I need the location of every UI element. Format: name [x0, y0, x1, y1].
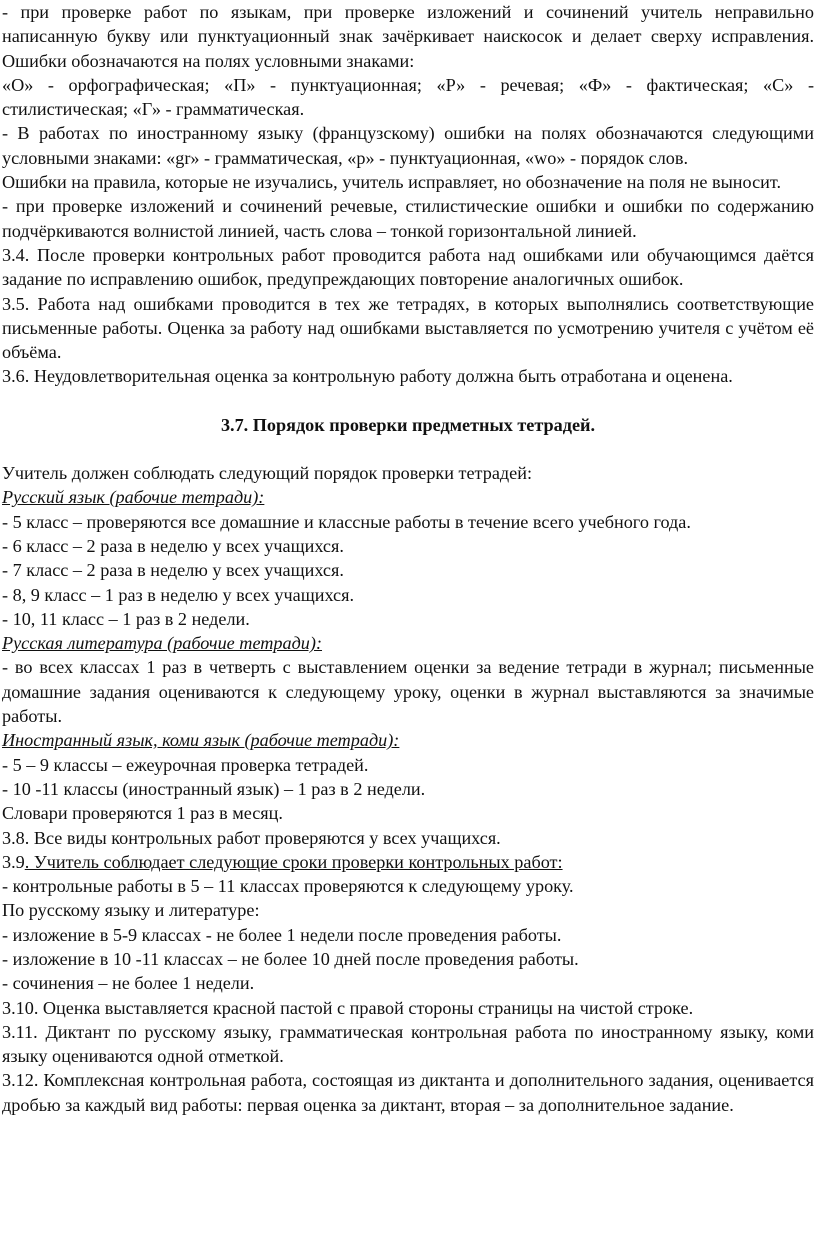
- paragraph-3-8: 3.8. Все виды контрольных работ проверяются у всех учащихся.: [2, 827, 501, 848]
- list-item-russian-6: - 6 класс – 2 раза в неделю у всех учащихся.: [2, 535, 344, 556]
- list-item-deadline-control: - контрольные работы в 5 – 11 классах проверяются к следующему уроку.: [2, 876, 574, 897]
- paragraph-intro: Учитель должен соблюдать следующий порядок проверки тетрадей:: [2, 463, 533, 484]
- list-item-deadline-essays: - сочинения – не более 1 недели.: [2, 973, 255, 994]
- paragraph-3-11: 3.11. Диктант по русскому языку, грамматическая контрольная работа по иностранному языку, коми языку оцениваются одной отметкой.: [2, 1021, 814, 1067]
- paragraph-foreign-language-symbols: - В работах по иностранному языку (французскому) ошибки на полях обозначаются следующими условными знаками: «gr» - грамматическая, «p» - пунктуационная, «wo» - порядок слов.: [2, 123, 814, 168]
- paragraph-error-marking: - при проверке работ по языкам, при проверке изложений и сочинений учитель неправильно написанную букву или пунктуационный знак зачёркивает наискосок и делает сверху исправления. Ошибки обозначаются на полях условными знаками:: [2, 2, 814, 71]
- paragraph-3-12: 3.12. Комплексная контрольная работа, состоящая из диктанта и дополнительного задания, оценивается дробью за каждый вид работы: первая оценка за диктант, вторая – за дополнительное задание.: [2, 1070, 814, 1115]
- list-item-dictionaries: Словари проверяются 1 раз в месяц.: [2, 803, 283, 824]
- paragraph-literature: - во всех классах 1 раз в четверть с выставлением оценки за ведение тетради в журнал; письменные домашние задания оцениваются к следующему уроку, оценки в журнал выставляются за значимые работы.: [2, 657, 814, 727]
- list-item-deadline-russian: По русскому языку и литературе:: [2, 900, 260, 921]
- list-item-deadline-exposition-10-11: - изложение в 10 -11 классах – не более 10 дней после проведения работы.: [2, 948, 579, 969]
- section-heading-3-7: 3.7. Порядок проверки предметных тетрадей.: [220, 414, 596, 435]
- paragraph-error-symbols: «О» - орфографическая; «П» - пунктуационная; «Р» - речевая; «Ф» - фактическая; «С» - стилистическая; «Г» - грамматическая.: [2, 74, 814, 120]
- subheading-foreign-language: Иностранный язык, коми язык (рабочие тетради):: [2, 730, 400, 751]
- paragraph-3-10: 3.10. Оценка выставляется красной пастой с правой стороны страницы на чистой строке.: [2, 997, 694, 1018]
- paragraph-unstudied-rules: Ошибки на правила, которые не изучались, учитель исправляет, но обозначение на поля не выносит.: [2, 172, 782, 193]
- subheading-russian-language: Русский язык (рабочие тетради):: [2, 487, 265, 508]
- paragraph-3-9-text: . Учитель соблюдает следующие сроки проверки контрольных работ:: [24, 851, 563, 872]
- list-item-foreign-10-11: - 10 -11 классы (иностранный язык) – 1 раз в 2 недели.: [2, 778, 426, 799]
- list-item-deadline-exposition-5-9: - изложение в 5-9 классах - не более 1 недели после проведения работы.: [2, 924, 562, 945]
- list-item-russian-10-11: - 10, 11 класс – 1 раз в 2 недели.: [2, 608, 250, 629]
- paragraph-3-6: 3.6. Неудовлетворительная оценка за контрольную работу должна быть отработана и оценена.: [2, 366, 733, 387]
- list-item-russian-8-9: - 8, 9 класс – 1 раз в неделю у всех учащихся.: [2, 584, 355, 605]
- paragraph-3-9: [2, 850, 814, 874]
- paragraph-3-4: 3.4. После проверки контрольных работ проводится работа над ошибками или обучающимся даётся задание по исправлению ошибок, предупреждающих повторение аналогичных ошибок.: [2, 244, 814, 290]
- paragraph-speech-errors: - при проверке изложений и сочинений речевые, стилистические ошибки и ошибки по содержанию подчёркиваются волнистой линией, часть слова – тонкой горизонтальной линией.: [2, 196, 814, 241]
- paragraph-3-5: 3.5. Работа над ошибками проводится в тех же тетрадях, в которых выполнялись соответствующие письменные работы. Оценка за работу над ошибками выставляется по усмотрению учителя с учётом её объёма.: [2, 293, 814, 363]
- paragraph-3-9-number: 3.9: [2, 851, 25, 872]
- list-item-russian-5: - 5 класс – проверяются все домашние и классные работы в течение всего учебного года.: [2, 511, 691, 532]
- list-item-foreign-5-9: - 5 – 9 классы – ежеурочная проверка тетрадей.: [2, 754, 369, 775]
- subheading-russian-literature: Русская литература (рабочие тетради):: [2, 633, 323, 654]
- list-item-russian-7: - 7 класс – 2 раза в неделю у всех учащихся.: [2, 560, 344, 581]
